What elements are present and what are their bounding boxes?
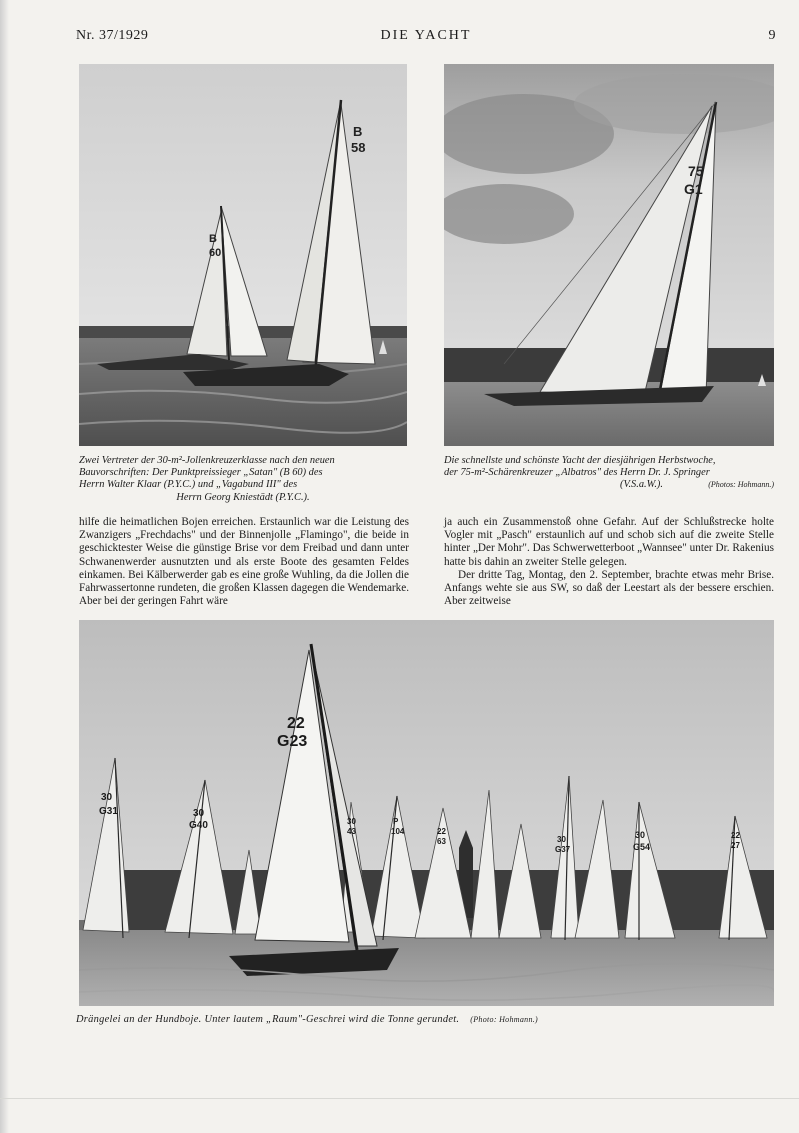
caption-line: Bauvorschriften: Der Punktpreissieger „Satan" (B 60) des xyxy=(79,467,323,479)
caption-line: Herrn Georg Kniestädt (P.Y.C.). xyxy=(176,491,310,503)
svg-text:60: 60 xyxy=(209,247,222,259)
article-column-right xyxy=(444,516,774,608)
caption-jollenkreuzer xyxy=(79,455,407,504)
caption-albatros xyxy=(444,455,774,492)
svg-text:B: B xyxy=(209,233,217,245)
svg-text:30: 30 xyxy=(193,808,205,819)
svg-text:P: P xyxy=(393,817,399,826)
page-header xyxy=(76,28,776,48)
issue-number: Nr. 37/1929 xyxy=(76,28,149,43)
svg-text:43: 43 xyxy=(347,827,356,836)
caption-line: Die schnellste und schönste Yacht der diesjährigen Herbstwoche, xyxy=(444,455,716,466)
caption-line: Herrn Walter Klaar (P.Y.C.) und „Vagabund III" des xyxy=(79,479,298,491)
svg-text:75: 75 xyxy=(688,163,704,179)
svg-text:58: 58 xyxy=(351,140,366,155)
svg-text:B: B xyxy=(353,124,363,139)
photo-credit: (Photos: Hohmann.) xyxy=(708,480,774,490)
caption-line: Zwei Vertreter der 30-m²-Jollenkreuzerklasse nach den neuen xyxy=(79,455,335,466)
caption-text: Drängelei an der Hundboje. Unter lautem „Raum"-Geschrei wird die Tonne gerundet. xyxy=(76,1014,460,1025)
svg-text:22: 22 xyxy=(287,715,305,732)
paragraph: ja auch ein Zusammenstoß ohne Gefahr. Auf der Schlußstrecke holte Vogler mit „Pasch" erstaunlich auf und schob sich auf die zweite Stelle hinter „Der Mohr". Das Schwerwetterboot „Wannsee" unter Dr. Rakenius hatte bis dahin an zweiter Stelle gelegen. xyxy=(444,516,774,568)
caption-hundboje xyxy=(76,1014,776,1025)
svg-text:30: 30 xyxy=(101,792,113,803)
caption-line xyxy=(444,479,774,491)
svg-text:22: 22 xyxy=(731,831,740,840)
svg-text:G54: G54 xyxy=(633,842,651,852)
caption-line: der 75-m²-Schärenkreuzer „Albatros" des Herrn Dr. J. Springer xyxy=(444,467,710,479)
svg-text:22: 22 xyxy=(437,827,446,836)
article-column-left xyxy=(79,516,409,608)
svg-text:30: 30 xyxy=(635,830,646,840)
magazine-title: DIE YACHT xyxy=(380,28,472,43)
scan-edge xyxy=(0,1098,799,1099)
caption-line-text: (V.S.a.W.). xyxy=(619,479,663,491)
photo-jollenkreuzer xyxy=(79,64,407,446)
svg-text:27: 27 xyxy=(731,841,740,850)
svg-text:G31: G31 xyxy=(99,806,118,817)
svg-text:104: 104 xyxy=(391,827,405,836)
paragraph: Der dritte Tag, Montag, den 2. September, brachte etwas mehr Brise. Anfangs wehte sie aus SW, so daß der Leestart als der bessere erschien. Aber zeitweise xyxy=(444,568,774,608)
svg-text:G1: G1 xyxy=(684,181,703,197)
svg-text:63: 63 xyxy=(437,837,446,846)
paragraph: hilfe die heimatlichen Bojen erreichen. Erstaunlich war die Leistung des Zwanzigers „Frechdachs" und der Binnenjolle „Flamingo", die beide in geschicktester Weise die günstige Brise vor dem Freibad und dann unter Schwanenwerder ausnutzten und als erste Boote des gesamten Feldes einkamen. Bei Kälberwerder gab es eine große Wuhling, da die Jollen die Fahrwassertonne rundeten, die großen Klassen dagegen die Wendemarke. Aber bei der geringen Fahrt wäre xyxy=(79,516,409,608)
svg-text:G37: G37 xyxy=(555,845,571,854)
svg-text:G23: G23 xyxy=(277,733,308,750)
binding-edge xyxy=(0,0,9,1133)
photo-credit: (Photo: Hohmann.) xyxy=(470,1015,539,1024)
page-number: 9 xyxy=(768,28,776,43)
svg-text:30: 30 xyxy=(347,817,356,826)
svg-text:30: 30 xyxy=(557,835,566,844)
photo-albatros xyxy=(444,64,774,446)
photo-hundboje xyxy=(79,620,774,1006)
svg-text:G40: G40 xyxy=(189,820,208,831)
